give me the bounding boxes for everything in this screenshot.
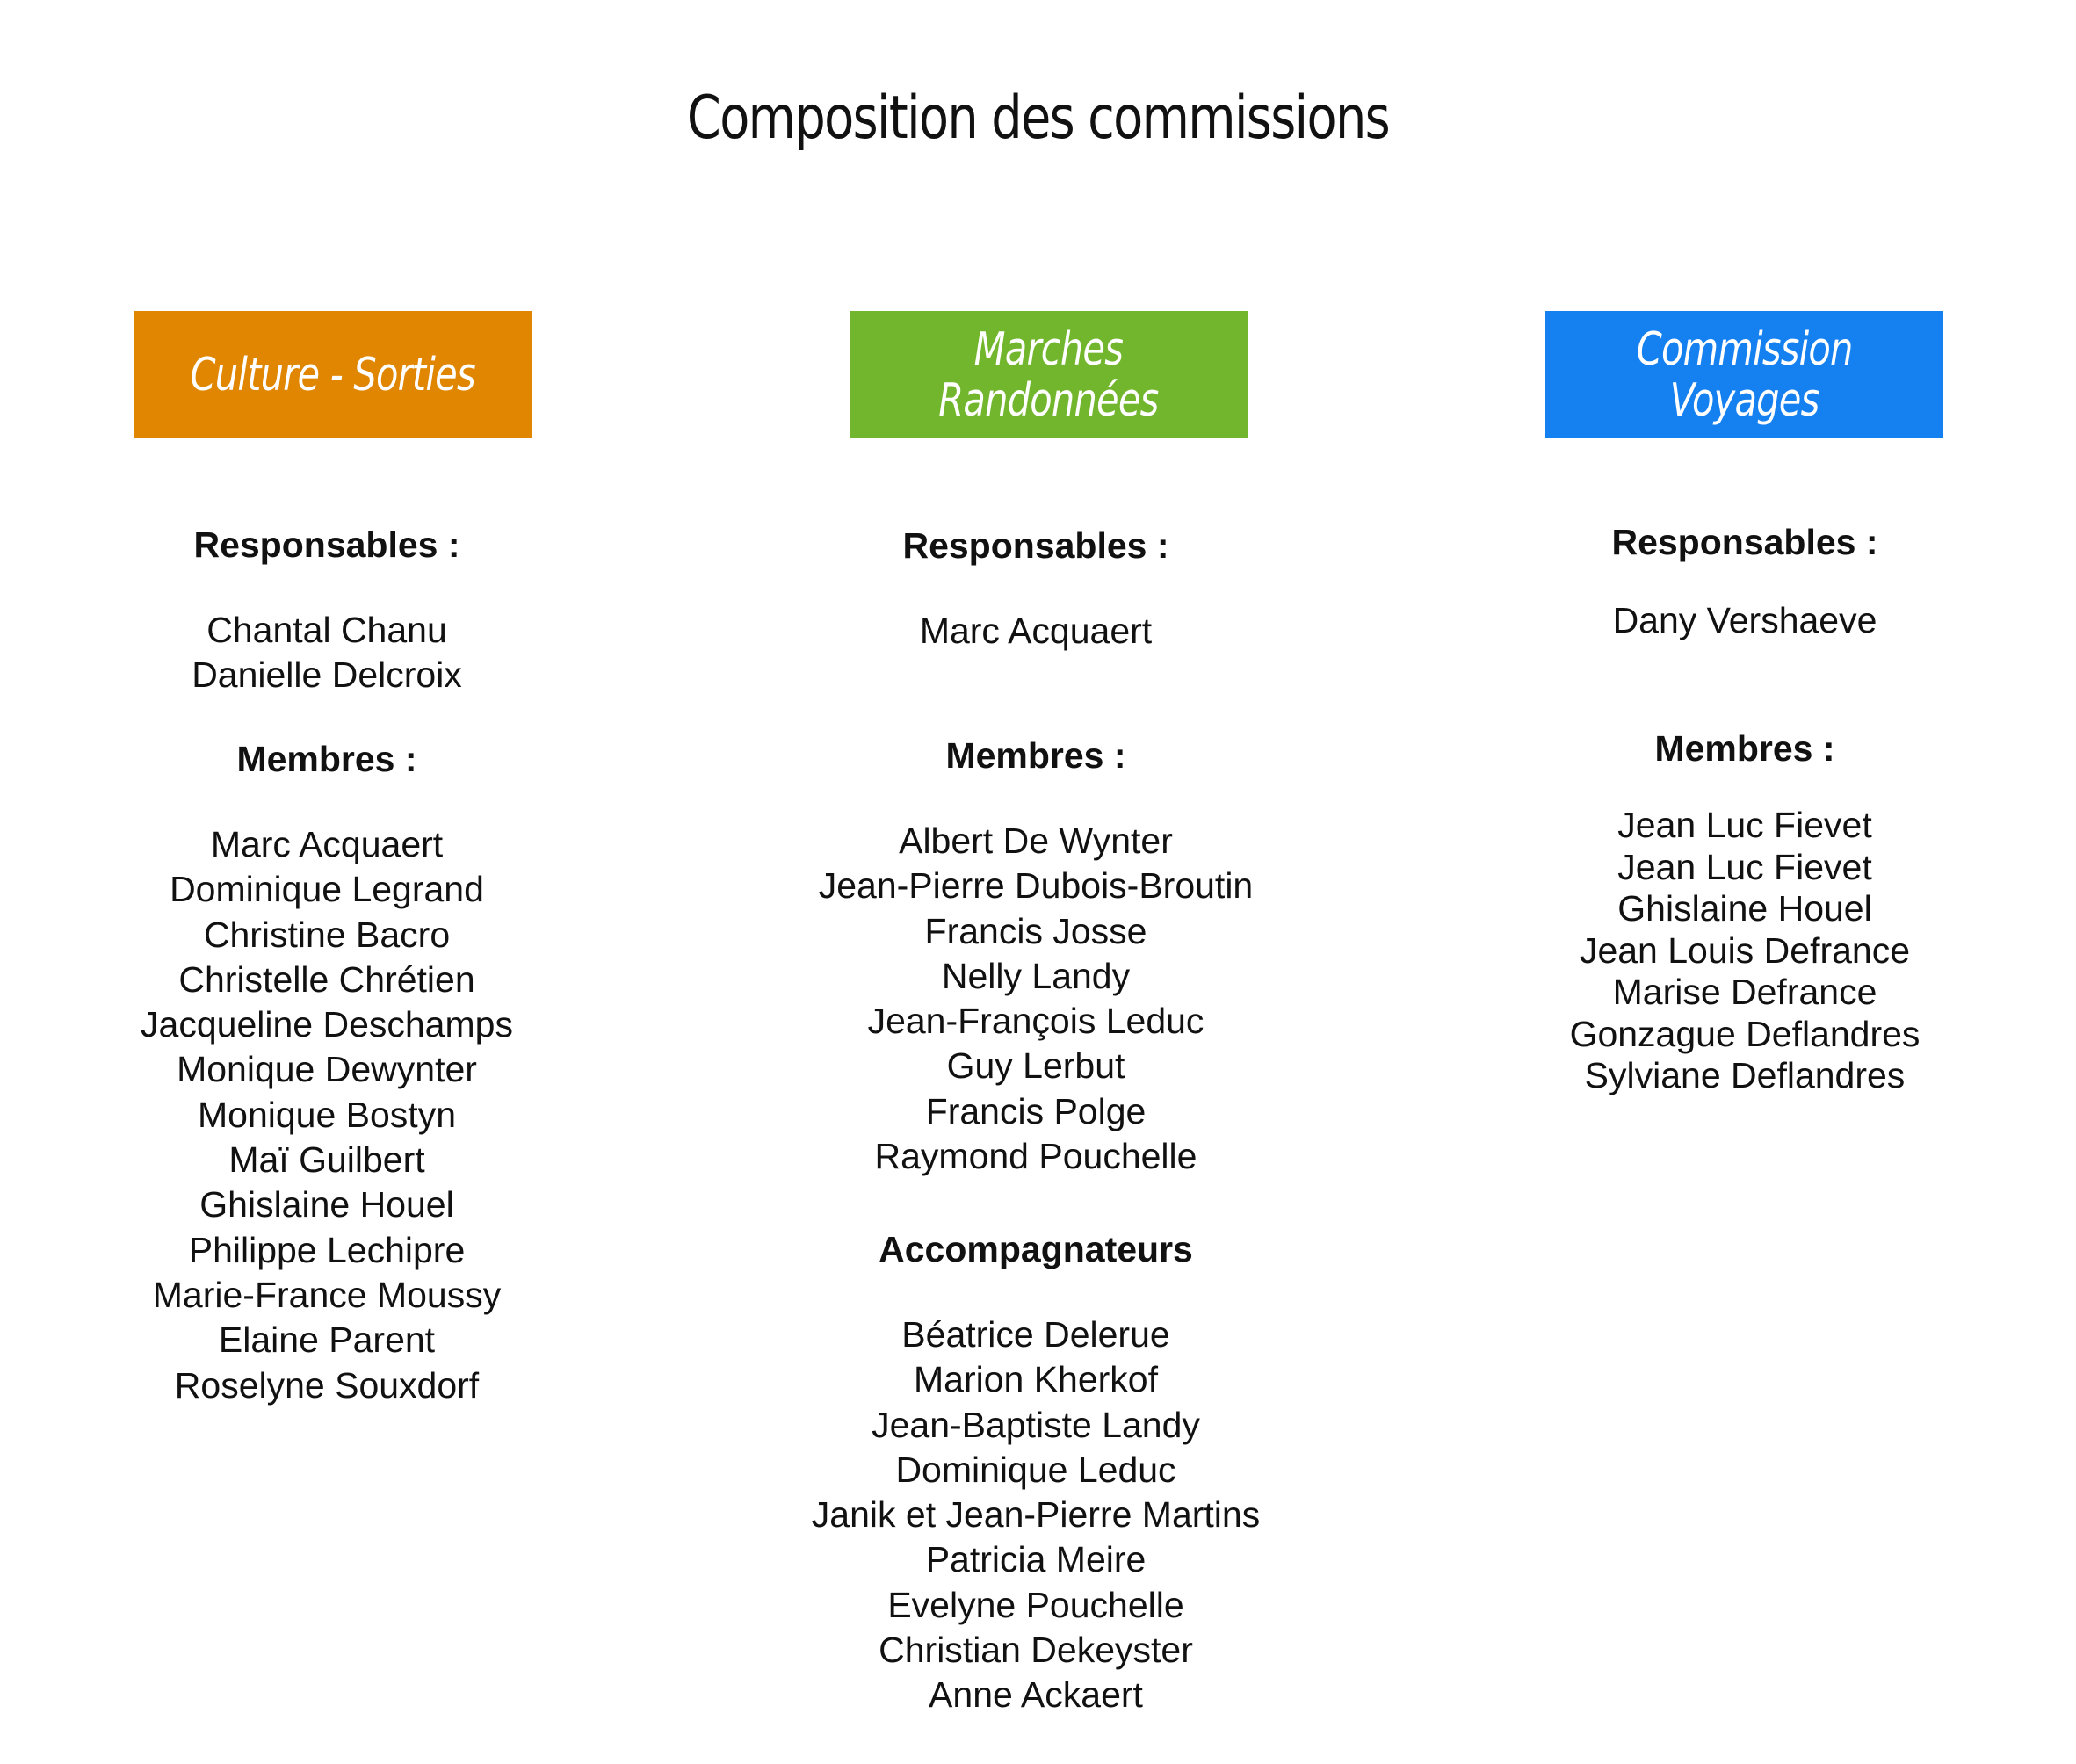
- person-name: Marc Acquaert: [210, 824, 444, 864]
- person-name: Albert De Wynter: [899, 821, 1173, 861]
- person-name: Chantal Chanu: [206, 610, 447, 650]
- person-name: Jean-Pierre Dubois-Broutin: [818, 865, 1254, 907]
- culture-membres-section: [19, 736, 634, 1408]
- marches-accompagnateurs-list: [728, 1312, 1343, 1718]
- person-name: Danielle Delcroix: [192, 654, 462, 695]
- voyages-responsables-section: [1437, 519, 2052, 643]
- commission-badge-culture: [134, 311, 532, 438]
- person-name: Jean Louis Defrance: [1579, 929, 1911, 971]
- person-name: Jean-François Leduc: [867, 1001, 1204, 1042]
- voyages-membres-section: [1437, 726, 2052, 1097]
- membres-heading: Membres :: [236, 739, 417, 779]
- person-name: Francis Josse: [924, 910, 1147, 951]
- person-name: Dany Vershaeve: [1612, 600, 1877, 640]
- person-name: Jean Luc Fievet: [1617, 846, 1872, 887]
- commission-label-voyages: Commission Voyages: [1636, 322, 1853, 427]
- person-name: Marie-France Moussy: [152, 1274, 502, 1315]
- person-name: Elaine Parent: [218, 1319, 436, 1361]
- person-name: Marion Kherkof: [913, 1359, 1158, 1400]
- commission-label-culture: Culture - Sorties: [190, 348, 475, 401]
- person-name: Raymond Pouchelle: [874, 1136, 1197, 1177]
- person-name: Jacqueline Deschamps: [141, 1004, 513, 1045]
- person-name: Monique Dewynter: [177, 1049, 477, 1090]
- culture-responsables-list: [19, 608, 634, 698]
- voyages-membres-list: [1437, 805, 2052, 1097]
- person-name: Guy Lerbut: [946, 1045, 1125, 1087]
- person-name: Christine Bacro: [203, 914, 451, 955]
- person-name: Christian Dekeyster: [879, 1630, 1193, 1671]
- commission-badge-marches: [850, 311, 1248, 438]
- person-name: Maï Guilbert: [228, 1139, 425, 1181]
- responsables-heading: Responsables :: [1611, 522, 1878, 562]
- marches-responsables-section: [728, 523, 1343, 654]
- person-name: Ghislaine Houel: [1617, 888, 1872, 929]
- person-name: Janik et Jean-Pierre Martins: [811, 1494, 1261, 1536]
- person-name: Roselyne Souxdorf: [174, 1364, 480, 1406]
- person-name: Gonzague Deflandres: [1569, 1013, 1920, 1054]
- culture-responsables-section: [19, 522, 634, 698]
- person-name: Béatrice Delerue: [901, 1314, 1170, 1355]
- person-name: Dominique Legrand: [170, 869, 484, 910]
- person-name: Monique Bostyn: [197, 1094, 456, 1135]
- person-name: Dominique Leduc: [895, 1449, 1176, 1490]
- person-name: Ghislaine Houel: [199, 1184, 454, 1225]
- responsables-heading: Responsables :: [902, 525, 1169, 566]
- person-name: Philippe Lechipre: [188, 1229, 466, 1270]
- commission-badge-voyages: [1545, 311, 1943, 438]
- marches-membres-list: [728, 819, 1343, 1179]
- person-name: Evelyne Pouchelle: [887, 1584, 1184, 1625]
- person-name: Sylviane Deflandres: [1584, 1055, 1906, 1095]
- marches-responsables-list: [728, 609, 1343, 654]
- person-name: Anne Ackaert: [929, 1674, 1143, 1716]
- membres-heading: Membres :: [945, 735, 1126, 776]
- person-name: Marise Defrance: [1612, 972, 1877, 1012]
- marches-membres-section: [728, 733, 1343, 1179]
- person-name: Francis Polge: [925, 1090, 1147, 1131]
- page-title: Composition des commissions: [686, 83, 1390, 153]
- person-name: Patricia Meire: [925, 1539, 1147, 1580]
- person-name: Christelle Chrétien: [178, 958, 475, 1000]
- voyages-responsables-list: [1437, 598, 2052, 643]
- culture-membres-list: [19, 822, 634, 1408]
- membres-heading: Membres :: [1654, 728, 1835, 769]
- person-name: Nelly Landy: [941, 955, 1131, 996]
- marches-accompagnateurs-section: [728, 1226, 1343, 1718]
- responsables-heading: Responsables :: [193, 524, 460, 565]
- person-name: Marc Acquaert: [919, 611, 1153, 651]
- accompagnateurs-heading: Accompagnateurs: [879, 1229, 1193, 1269]
- person-name: Jean Luc Fievet: [1617, 805, 1872, 845]
- person-name: Jean-Baptiste Landy: [872, 1404, 1200, 1445]
- commission-label-marches: Marches Randonnées: [938, 322, 1159, 427]
